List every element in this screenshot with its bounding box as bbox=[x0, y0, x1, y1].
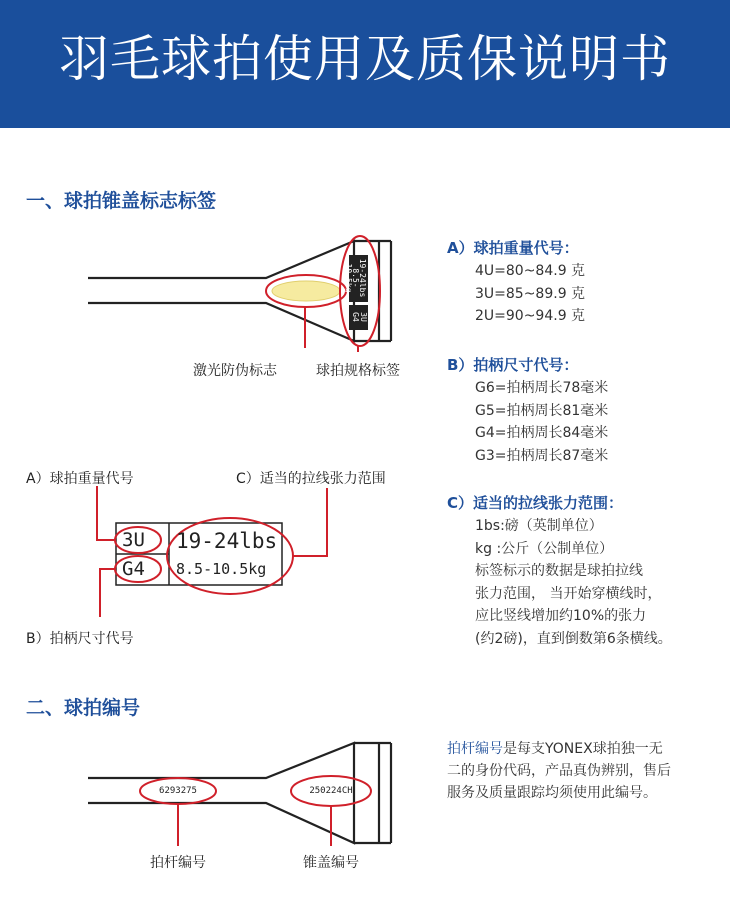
weight-heading: A）球拍重量代号： bbox=[447, 239, 579, 257]
list-item: 应比竖线增加约10%的张力 bbox=[475, 608, 647, 624]
list-item: 4U=80~84.9 克 bbox=[475, 263, 586, 279]
serial-description-text: 是每支YONEX球拍独一无二的身份代码，产品真伪辨别，售后服务及质量跟踪均须使用此编号。 bbox=[447, 741, 671, 801]
tension-kg-value: 8.5-10.5kg bbox=[176, 560, 267, 578]
list-item: 张力范围， 当开始穿横线时， bbox=[475, 585, 662, 602]
list-item: G3=拍柄周长87毫米 bbox=[475, 447, 609, 464]
weight-code-value: 3U bbox=[122, 529, 145, 551]
serial-description-highlight: 拍杆编号 bbox=[447, 741, 503, 757]
list-item: G6=拍柄周长78毫米 bbox=[475, 380, 609, 396]
page-title: 羽毛球拍使用及质保说明书 bbox=[59, 30, 671, 88]
list-item: 3U=85~89.9 克 bbox=[475, 285, 586, 302]
shaft-serial-label: 拍杆编号 bbox=[150, 855, 206, 871]
grip-list bbox=[475, 377, 608, 467]
shaft-serial-value: 6293275 bbox=[159, 786, 197, 796]
cap-serial-value: 250224CH bbox=[309, 786, 353, 796]
callout-label-tension: C）适当的拉线张力范围 bbox=[236, 471, 386, 487]
tension-heading: C）适当的拉线张力范围： bbox=[447, 494, 624, 512]
spec-label-caption: 球拍规格标签 bbox=[316, 363, 400, 379]
list-item: 1bs:磅（英制单位） bbox=[475, 518, 603, 534]
serial-description bbox=[447, 738, 675, 804]
section2-title: 二、球拍编号 bbox=[26, 697, 141, 719]
sticker-code-text: 3U G4 bbox=[351, 312, 368, 322]
sticker-tension-text: 19-24lbs 8.5-10.5kg bbox=[344, 258, 367, 298]
grip-code-value: G4 bbox=[122, 558, 145, 580]
callout-label-weight: A）球拍重量代号 bbox=[26, 471, 134, 487]
list-item: kg :公斤（公制单位） bbox=[475, 540, 614, 557]
laser-mark-label: 激光防伪标志 bbox=[193, 363, 277, 379]
section1-title: 一、球拍锥盖标志标签 bbox=[26, 190, 217, 212]
cap-serial-label: 锥盖编号 bbox=[303, 855, 359, 871]
weight-list bbox=[475, 260, 585, 328]
list-item: 2U=90~94.9 克 bbox=[475, 308, 586, 324]
tension-list bbox=[475, 515, 672, 650]
callout-label-grip: B）拍柄尺寸代号 bbox=[26, 631, 134, 647]
list-item: G4=拍柄周长84毫米 bbox=[475, 425, 609, 441]
list-item: G5=拍柄周长81毫米 bbox=[475, 402, 609, 419]
tension-lbs-value: 19-24lbs bbox=[176, 529, 278, 553]
laser-anti-counterfeit-mark bbox=[272, 281, 340, 301]
list-item: (约2磅)，直到倒数第6条横线。 bbox=[475, 630, 672, 647]
list-item: 标签标示的数据是球拍拉线 bbox=[475, 563, 643, 579]
grip-heading: B）拍柄尺寸代号： bbox=[447, 356, 579, 374]
